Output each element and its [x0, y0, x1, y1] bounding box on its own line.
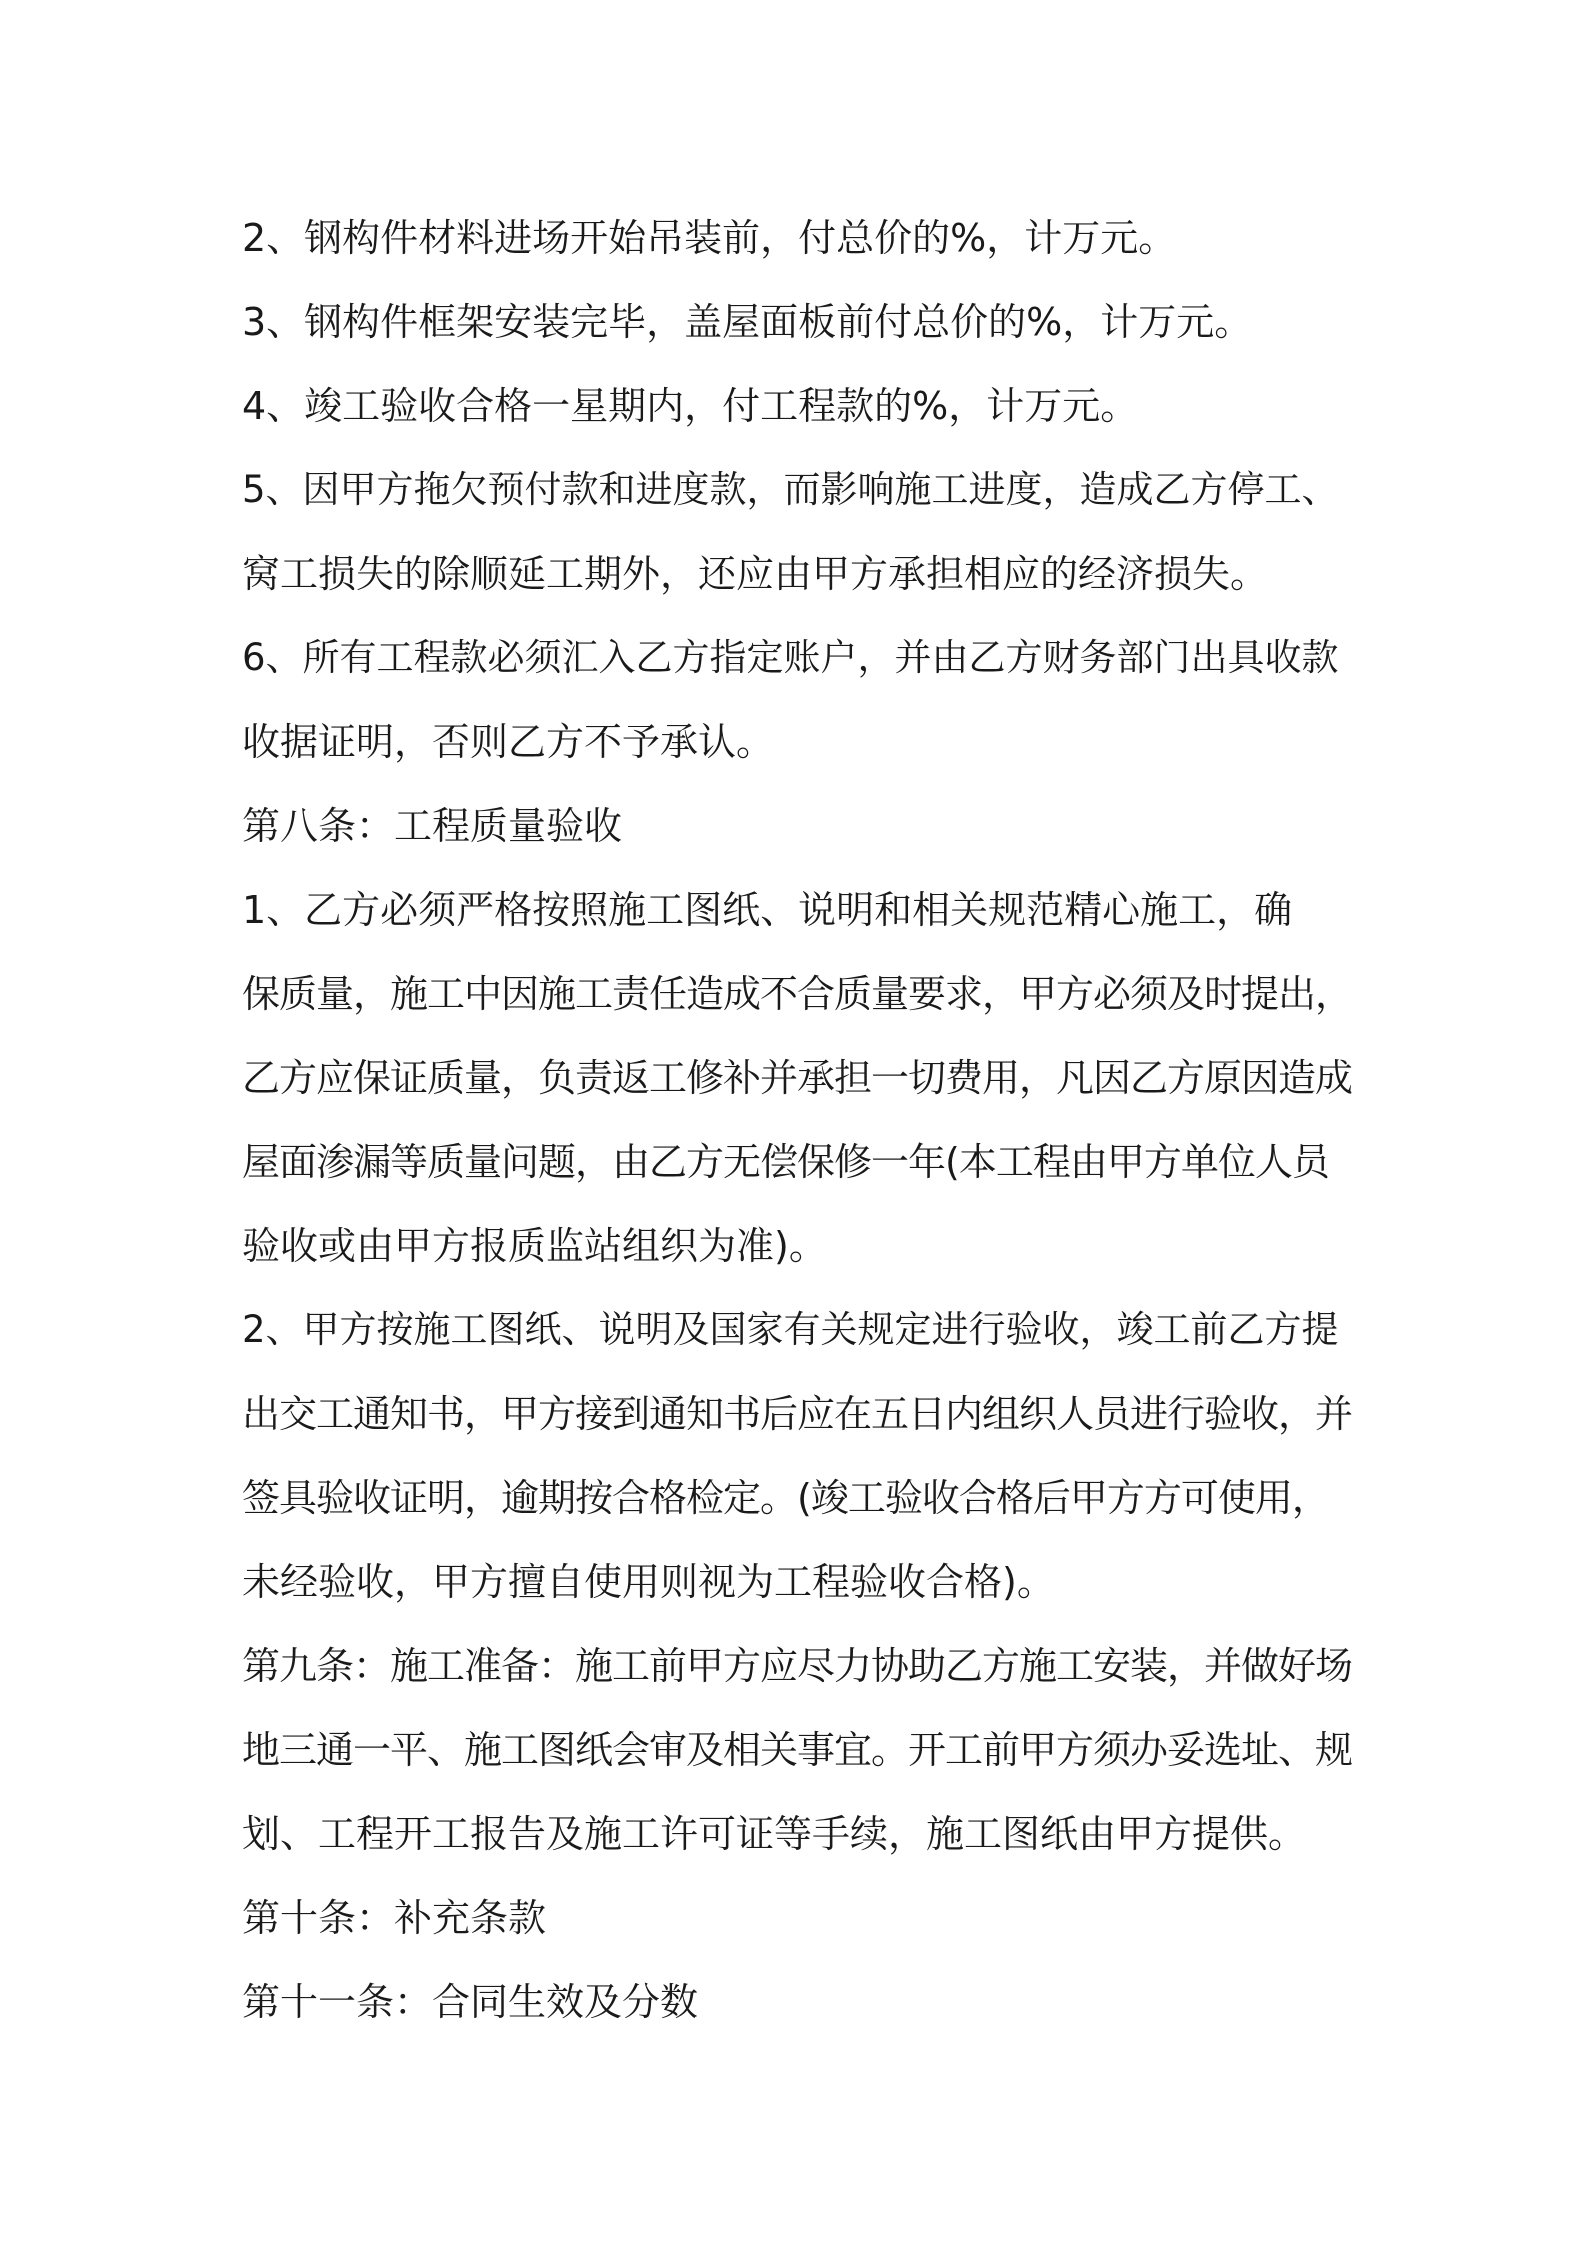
quality-clause-1-line-4: 屋面渗漏等质量问题，由乙方无偿保修一年(本工程由甲方单位人员	[242, 1140, 1329, 1184]
quality-clause-1-line-2: 保质量，施工中因施工责任造成不合质量要求，甲方必须及时提出，	[242, 972, 1353, 1016]
quality-clause-2-line-1: 2、甲方按施工图纸、说明及国家有关规定进行验收，竣工前乙方提	[242, 1308, 1339, 1351]
quality-clause-1-line-5: 验收或由甲方报质监站组织为准)。	[242, 1224, 827, 1268]
payment-clause-6-line-2: 收据证明，否则乙方不予承认。	[242, 720, 775, 764]
article-8-heading: 第八条：工程质量验收	[242, 804, 623, 848]
article-9-line-3: 划、工程开工报告及施工许可证等手续，施工图纸由甲方提供。	[242, 1812, 1307, 1856]
payment-clause-5-line-1: 5、因甲方拖欠预付款和进度款，而影响施工进度，造成乙方停工、	[242, 468, 1339, 511]
payment-clause-5-line-2: 窝工损失的除顺延工期外，还应由甲方承担相应的经济损失。	[242, 552, 1269, 596]
payment-clause-3: 3、钢构件框架安装完毕，盖屋面板前付总价的%，计万元。	[242, 300, 1253, 344]
document-body	[242, 196, 1362, 2044]
quality-clause-1-line-1: 1、乙方必须严格按照施工图纸、说明和相关规范精心施工，确	[242, 888, 1293, 932]
quality-clause-2-line-2: 出交工通知书，甲方接到通知书后应在五日内组织人员进行验收，并	[242, 1392, 1353, 1436]
article-9-line-2: 地三通一平、施工图纸会审及相关事宜。开工前甲方须办妥选址、规	[242, 1728, 1353, 1772]
article-9-line-1: 第九条：施工准备：施工前甲方应尽力协助乙方施工安装，并做好场	[242, 1644, 1353, 1688]
quality-clause-2-line-3: 签具验收证明，逾期按合格检定。(竣工验收合格后甲方方可使用，	[242, 1476, 1329, 1520]
quality-clause-1-line-3: 乙方应保证质量，负责返工修补并承担一切费用，凡因乙方原因造成	[242, 1056, 1353, 1100]
article-10-heading: 第十条：补充条款	[242, 1896, 547, 1940]
payment-clause-6-line-1: 6、所有工程款必须汇入乙方指定账户，并由乙方财务部门出具收款	[242, 636, 1339, 679]
payment-clause-4: 4、竣工验收合格一星期内，付工程款的%，计万元。	[242, 384, 1139, 428]
article-11-heading: 第十一条：合同生效及分数	[242, 1980, 699, 2024]
payment-clause-2: 2、钢构件材料进场开始吊装前，付总价的%，计万元。	[242, 216, 1177, 260]
quality-clause-2-line-4: 未经验收，甲方擅自使用则视为工程验收合格)。	[242, 1560, 1055, 1604]
